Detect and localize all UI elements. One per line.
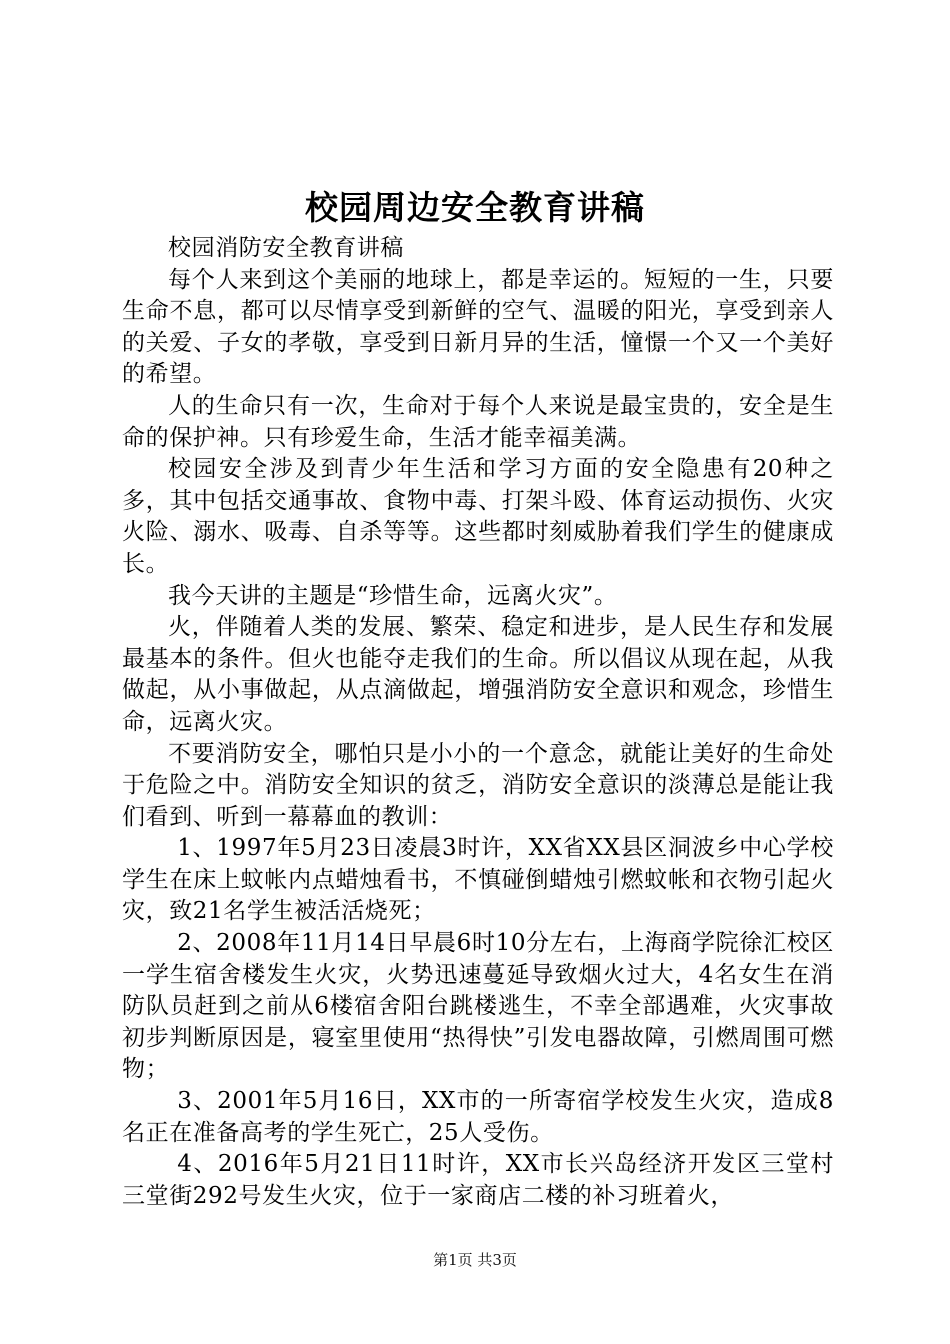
body-paragraph: 不要消防安全，哪怕只是小小的一个意念，就能让美好的生命处于危险之中。消防安全知识的贫乏，消防安全意识的淡薄总是能让我们看到、听到一幕幕血的教训： (122, 740, 834, 830)
list-item: 2、2008年11月14日早晨6时10分左右，上海商学院徐汇校区一学生宿舍楼发生火灾，火势迅速蔓延导致烟火过大，4名女生在消防队员赶到之前从6楼宿舍阳台跳楼逃生，不幸全部遇难，火灾事故初步判断原因是，寝室里使用“热得快”引发电器故障，引燃周围可燃物； (122, 930, 834, 1083)
page-number-footer: 第1页 共3页 (433, 1251, 517, 1269)
body-paragraph: 人的生命只有一次，生命对于每个人来说是最宝贵的，安全是生命的保护神。只有珍爱生命，生活才能幸福美满。 (122, 392, 834, 451)
list-item: 3、2001年5月16日，XX市的一所寄宿学校发生火灾，造成8名正在准备高考的学生死亡，25人受伤。 (122, 1088, 834, 1146)
body-paragraph: 每个人来到这个美丽的地球上，都是幸运的。短短的一生，只要生命不息，都可以尽情享受到新鲜的空气、温暖的阳光，享受到亲人的关爱、子女的孝敬，享受到日新月异的生活，憧憬一个又一个美好的希望。 (122, 266, 834, 388)
list-item: 4、2016年5月21日11时许，XX市长兴岛经济开发区三堂村三堂街292号发生火灾，位于一家商店二楼的补习班着火， (122, 1151, 834, 1209)
subtitle-paragraph: 校园消防安全教育讲稿 (168, 235, 404, 261)
body-paragraph: 火，伴随着人类的发展、繁荣、稳定和进步，是人民生存和发展最基本的条件。但火也能夺走我们的生命。所以倡议从现在起，从我做起，从小事做起，从点滴做起，增强消防安全意识和观念，珍惜生命，远离火灾。 (122, 614, 834, 735)
document-title: 校园周边安全教育讲稿 (305, 188, 645, 227)
document-body (122, 233, 834, 1212)
body-paragraph: 校园安全涉及到青少年生活和学习方面的安全隐患有20种之多，其中包括交通事故、食物中毒、打架斗殴、体育运动损伤、火灾火险、溺水、吸毒、自杀等等。这些都时刻威胁着我们学生的健康成长。 (122, 456, 834, 577)
list-item: 1、1997年5月23日凌晨3时许，XX省XX县区洞波乡中心学校学生在床上蚊帐内点蜡烛看书，不慎碰倒蜡烛引燃蚊帐和衣物引起火灾，致21名学生被活活烧死； (122, 835, 834, 925)
body-paragraph: 我今天讲的主题是“珍惜生命，远离火灾”。 (168, 582, 618, 609)
